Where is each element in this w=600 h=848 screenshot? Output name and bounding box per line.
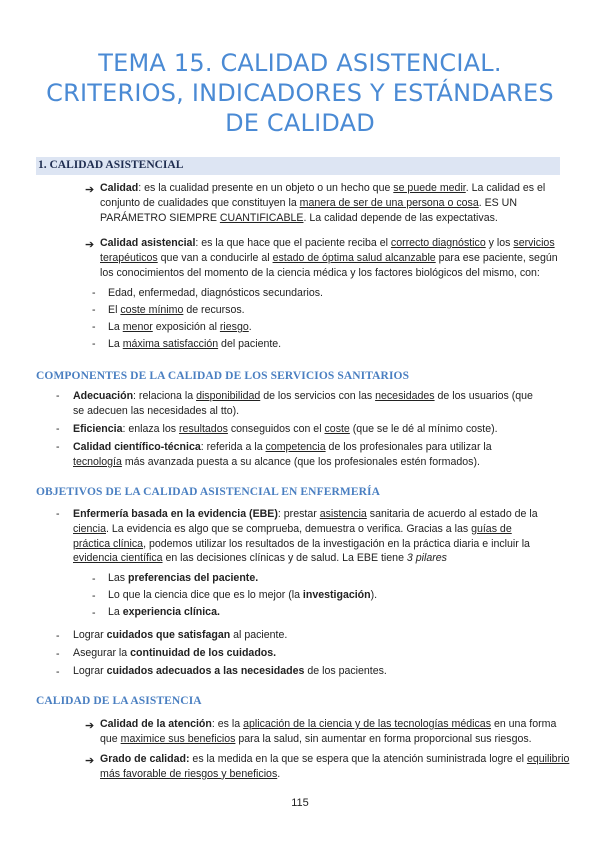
text: exposición al	[152, 321, 220, 333]
arrow-bullet-icon: ➔	[85, 239, 95, 251]
text: sanitaria de acuerdo al estado de la	[366, 508, 538, 520]
text: : enlaza los	[122, 423, 180, 435]
text: se adecuen las necesidades al tto).	[73, 404, 240, 417]
text: : referida a la	[200, 441, 266, 453]
text: El	[108, 304, 121, 316]
italic-text: 3 pilares	[406, 552, 447, 565]
text: : prestar	[277, 508, 320, 520]
text: Lograr	[73, 629, 107, 641]
text: : es la que hace que el paciente reciba el	[195, 237, 391, 249]
bold-text: experiencia clínica.	[122, 606, 220, 618]
text: conjunto de cualidades que constituyen la	[100, 196, 300, 209]
underlined-text: CUANTIFICABLE	[219, 211, 304, 224]
text: en las decisiones clínicas y de salud. La EBE tiene	[162, 552, 407, 565]
text: ).	[370, 589, 378, 601]
term: Eficiencia	[73, 423, 123, 435]
text: que	[100, 732, 121, 745]
underlined-text: disponibilidad	[196, 390, 261, 402]
underlined-text: asistencia	[319, 508, 367, 520]
text: . La calidad depende de las expectativas.	[303, 211, 498, 224]
dash-bullet: -	[92, 607, 96, 619]
text: : es la	[211, 718, 244, 730]
underlined-text: coste mínimo	[120, 304, 184, 316]
objetivo-item	[73, 628, 287, 643]
text: que van a conducirle al	[157, 251, 273, 264]
text: La	[108, 606, 123, 618]
adecuacion-item	[73, 389, 568, 419]
bold-text: preferencias del paciente.	[128, 572, 259, 584]
text: y los	[485, 237, 514, 249]
underlined-text: necesidades	[375, 390, 435, 402]
dash-bullet: -	[92, 321, 96, 333]
underlined-text: correcto diagnóstico	[390, 237, 486, 249]
dash-bullet: -	[56, 508, 60, 520]
calidad-atencion-item	[100, 717, 570, 747]
text: (que se le dé al mínimo coste).	[349, 423, 498, 435]
underlined-text: evidencia científica	[73, 552, 163, 565]
underlined-text: resultados	[179, 423, 228, 435]
text: . La evidencia es algo que se comprueba, demuestra o verifica. Gracias a las	[105, 522, 472, 535]
underlined-text: aplicación de la ciencia y de las tecnologías médicas	[243, 718, 491, 730]
ebe-item	[73, 507, 568, 566]
objetivos-heading: OBJETIVOS DE LA CALIDAD ASISTENCIAL EN ENFERMERÍA	[36, 486, 380, 498]
dash-bullet: -	[92, 590, 96, 602]
underlined-text: riesgo	[219, 321, 249, 333]
underlined-text: maximice sus beneficios	[120, 732, 236, 745]
objetivo-item	[73, 664, 387, 679]
underlined-text: terapéuticos	[100, 251, 158, 264]
eficiencia-item	[73, 422, 568, 437]
list-item	[108, 337, 281, 352]
arrow-bullet-icon: ➔	[85, 720, 95, 732]
text: al paciente.	[230, 629, 288, 641]
text: los conocimientos del momento de la ciencia médica y los factores biológicos del mismo, con:	[100, 266, 540, 279]
underlined-text: práctica clínica	[73, 537, 144, 550]
underlined-text: competencia	[265, 441, 326, 453]
arrow-bullet-icon: ➔	[85, 184, 95, 196]
term: Adecuación	[73, 390, 134, 402]
text: de los pacientes.	[304, 665, 387, 677]
text: de los servicios con las	[260, 390, 376, 402]
text: para ese paciente, según	[435, 251, 558, 264]
text: PARÁMETRO SIEMPRE	[100, 211, 220, 224]
text: Edad, enfermedad, diagnósticos secundarios.	[108, 287, 323, 299]
calidad-definition	[100, 181, 570, 225]
calidad-asistencial-definition	[100, 236, 570, 280]
pilar-item	[108, 588, 377, 603]
text: en una forma	[491, 718, 557, 730]
text: de los profesionales para utilizar la	[325, 441, 492, 453]
title-line-3: DE CALIDAD	[225, 109, 375, 137]
dash-bullet: -	[92, 573, 96, 585]
text: de recursos.	[183, 304, 245, 316]
title-line-2: CRITERIOS, INDICADORES Y ESTÁNDARES	[46, 79, 554, 107]
dash-bullet: -	[56, 390, 60, 402]
page-number: 115	[291, 797, 309, 809]
text: de los usuarios (que	[434, 390, 533, 402]
bold-text: investigación	[302, 589, 371, 601]
text: Las	[108, 572, 129, 584]
text: conseguidos con el	[227, 423, 325, 435]
bold-text: cuidados adecuados a las necesidades	[106, 665, 305, 677]
pilar-item	[108, 605, 220, 620]
asistencia-heading: CALIDAD DE LA ASISTENCIA	[36, 695, 202, 707]
underlined-text: menor	[122, 321, 153, 333]
list-item	[108, 286, 323, 301]
bold-text: continuidad de los cuidados.	[130, 647, 277, 659]
text: . La calidad es el	[465, 182, 546, 194]
dash-bullet: -	[56, 648, 60, 660]
dash-bullet: -	[56, 666, 60, 678]
text: para la salud, sin aumentar en forma proporcional sus riesgos.	[235, 732, 532, 745]
text: La	[108, 321, 123, 333]
bold-text: cuidados que satisfagan	[106, 629, 231, 641]
underlined-text: ciencia	[73, 522, 106, 535]
dash-bullet: -	[56, 441, 60, 453]
underlined-text: máxima satisfacción	[122, 338, 219, 350]
page-title	[0, 48, 600, 138]
dash-bullet: -	[56, 423, 60, 435]
term: Calidad	[100, 182, 139, 194]
list-item	[108, 320, 252, 335]
term: Calidad de la atención	[100, 718, 212, 730]
dash-bullet: -	[92, 287, 96, 299]
text: : relaciona la	[133, 390, 197, 402]
componentes-heading: COMPONENTES DE LA CALIDAD DE LOS SERVICIOS SANITARIOS	[36, 370, 410, 382]
text: Asegurar la	[73, 647, 131, 659]
term: Calidad asistencial	[100, 237, 196, 249]
dash-bullet: -	[92, 304, 96, 316]
grado-calidad-item	[100, 752, 570, 782]
underlined-text: servicios	[513, 237, 555, 249]
underlined-text: guías de	[471, 522, 512, 535]
list-item	[108, 303, 245, 318]
text: es la medida en la que se espera que la atención suministrada logre el	[189, 753, 527, 765]
dash-bullet: -	[92, 338, 96, 350]
underlined-text: estado de óptima salud alcanzable	[272, 251, 436, 264]
title-line-1: TEMA 15. CALIDAD ASISTENCIAL.	[98, 49, 502, 77]
underlined-text: equilibrio	[526, 753, 570, 765]
underlined-text: se puede medir	[393, 182, 466, 194]
underlined-text: coste	[324, 423, 350, 435]
text: del paciente.	[218, 338, 282, 350]
underlined-text: más favorable de riesgos y beneficios	[100, 767, 278, 780]
objetivo-item	[73, 646, 276, 661]
underlined-text: manera de ser de una persona o cosa	[299, 196, 479, 209]
text: . ES UN	[478, 196, 517, 209]
text: .	[248, 321, 252, 333]
text: Lo que la ciencia dice que es lo mejor (la	[108, 589, 303, 601]
underlined-text: tecnología	[73, 455, 122, 468]
dash-bullet: -	[56, 630, 60, 642]
arrow-bullet-icon: ➔	[85, 755, 95, 767]
term: Grado de calidad:	[100, 753, 190, 765]
pilar-item	[108, 571, 258, 586]
section-heading-band	[36, 157, 560, 175]
cientifico-tecnica-item	[73, 440, 568, 470]
text: más avanzada puesta a su alcance (que los profesionales estén formados).	[121, 455, 480, 468]
text: .	[277, 767, 281, 780]
text: Lograr	[73, 665, 107, 677]
term: Calidad científico-técnica	[73, 441, 201, 453]
text: : es la cualidad presente en un objeto o un hecho que	[138, 182, 394, 194]
term: Enfermería basada en la evidencia (EBE)	[73, 508, 278, 520]
text: , podemos utilizar los resultados de la investigación en la práctica diaria e incluir la	[143, 537, 530, 550]
text: La	[108, 338, 123, 350]
section-heading: 1. CALIDAD ASISTENCIAL	[38, 159, 184, 171]
